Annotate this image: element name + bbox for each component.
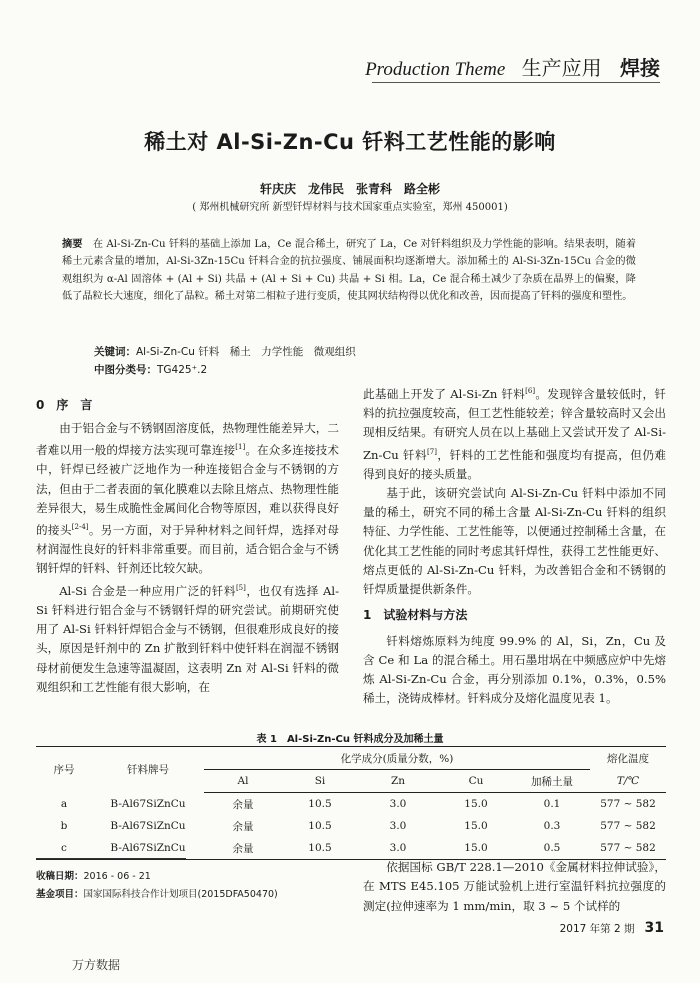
section-title: 序 言 [56,398,93,412]
col-header-cu: Cu [438,770,514,793]
col-header-brand: 钎料牌号 [92,747,204,793]
authors: 轩庆庆 龙伟民 张青科 路全彬 [259,182,440,196]
paragraph-1: 由于铝合金与不锈钢固溶度低，热物理性能差异大，二者难以用一般的焊接方法实现可靠连接[1]。在众多连接技术中，钎焊已经被广泛地作为一种连接铝合金与不锈钢的方法，但由于二者表面的氧化膜难以去除且熔点、热物理性能差异很大，易生成脆性金属间化合物等原因，难以获得良好的接头[2-4]。另一方面，对于异种材料之间钎焊，选择对母材润湿性良好的钎料非常重要。而目前，适合铝合金与不锈钢钎焊的钎料、钎剂还比较欠缺。 [36,421,339,576]
abstract [62,236,636,305]
running-header [365,52,660,81]
keywords-label: 关键词： [94,346,136,358]
left-column [36,419,339,697]
citation[interactable]: [6] [525,387,536,395]
header-rule [372,82,660,83]
affiliation: ( 郑州机械研究所 新型钎焊材料与技术国家重点实验室，郑州 450001) [192,202,508,213]
citation[interactable]: [7] [427,447,437,456]
table-row: c B-Al67SiZnCu 余量 10.5 3.0 15.0 0.5 577 ~ 582 [36,837,666,860]
page-number: 31 [644,920,664,936]
journal-logo: 焊接 [620,56,660,80]
clc-text: TG425⁺.2 [157,364,208,376]
col-header-no: 序号 [36,747,92,793]
composition-table [36,746,666,860]
keywords-text: Al-Si-Zn-Cu 钎料 稀土 力学性能 微观组织 [136,346,356,358]
right-column [363,382,666,709]
issue: 2017 年第 2 期 [559,923,635,935]
table-row: b B-Al67SiZnCu 余量 10.5 3.0 15.0 0.3 577 ~ 582 [60,820,656,833]
col-header-zn: Zn [358,770,438,793]
citation[interactable]: [5] [235,583,246,592]
clc-number [94,362,207,377]
fund-project: 基金项目：国家国际科技合作计划项目(2015DFA50470) [36,889,278,900]
col-header-melt-unit: T/℃ [590,770,666,793]
table-row: a B-Al67SiZnCu 余量 10.5 3.0 15.0 0.1 577 ~ 582 [60,797,656,811]
section-heading-1: 1 试验材料与方法 [363,608,468,623]
paper-title: 稀土对 Al-Si-Zn-Cu 钎料工艺性能的影响 [144,130,556,154]
col-header-si: Si [282,770,358,793]
watermark: 万方数据 [72,958,121,972]
header-section: 生产应用 [521,56,602,80]
abstract-label: 摘要 [62,239,83,250]
section-heading-0 [36,396,92,413]
right-column-bottom [363,858,666,916]
paragraph-5: 钎料熔炼原料为纯度 99.9% 的 Al，Si，Zn，Cu 及含 Ce 和 La 的混合稀土。用石墨坩埚在中频感应炉中先熔炼 Al-Si-Zn-Cu 合金，再分别添加 0.1%，0.3%，0.5% 稀土，浇铸成棒材。钎料成分及熔化温度见表 1。 [363,633,666,706]
paragraph-3: 此基础上开发了 Al-Si-Zn 钎料[6]。发现锌含量较低时，钎料的抗拉强度较高，但工艺性能较差；锌含量较高时又会出现相反结果。有研究人员在以上基础上又尝试开发了 Al-Si-Zn-Cu 钎料[7]，钎料的工艺性能和强度均有提高，但仍难得到良好的接头质量。 [363,386,666,481]
col-header-re: 加稀土量 [514,770,590,793]
paragraph-4: 基于此，该研究尝试向 Al-Si-Zn-Cu 钎料中添加不同量的稀土，研究不同的稀土含量 Al-Si-Zn-Cu 钎料的组织特征、力学性能、工艺性能等，以便通过控制稀土含量，在优化其工艺性能的同时考虑其钎焊性，获得工艺性能更好、熔点更低的 Al-Si-Zn-Cu 钎料，为改善铝合金和不锈钢的钎焊质量提供新条件。 [363,485,666,597]
col-header-al: Al [204,770,282,793]
paragraph-2: Al-Si 合金是一种应用广泛的钎料[5]，也仅有选择 Al-Si 钎料进行铝合金与不锈钢钎焊的研究尝试。前期研究使用了 Al-Si 钎料钎焊铝合金与不锈钢，但很难形成良好的接头，原因是钎剂中的 Zn 扩散到钎料中使钎料在润湿不锈钢母材前便发生急速等温凝固，这表明 Zn 对 Al-Si 钎料的微观组织和工艺性能有很大影响，在 [36,583,339,694]
page-footer [560,920,664,936]
paragraph-6: 依据国标 GB/T 228.1—2010《金属材料拉伸试验》，在 MTS E45.105 万能试验机上进行室温钎料抗拉强度的测定(拉伸速率为 1 mm/min，取 3 ~ 5 个试样的 [363,860,666,913]
received-date: 收稿日期：2016 - 06 - 21 [36,871,151,882]
col-header-melt: 熔化温度 [590,747,666,770]
citation[interactable]: [2-4] [71,523,89,532]
footnote-rule [36,858,186,859]
citation[interactable]: [1] [235,443,246,452]
col-header-composition: 化学成分(质量分数，%) [204,747,590,770]
section-number: 0 [36,398,45,412]
keywords [94,344,356,359]
table-caption: 表 1 Al-Si-Zn-Cu 钎料成分及加稀土量 [256,734,444,745]
abstract-text: 在 Al-Si-Zn-Cu 钎料的基础上添加 La，Ce 混合稀土，研究了 La，Ce 对钎料组织及力学性能的影响。结果表明，随着稀土元素含量的增加，Al-Si-3Zn-15Cu 钎料合金的抗拉强度、铺展面积均逐渐增大。添加稀土的 Al-Si-3Zn-15Cu 合金的微观组织为 α-Al 固溶体 + (Al + Si) 共晶 + (Al + Si + Cu) 共晶 + Si 相。La，Ce 混合稀土减少了杂质在晶界上的偏聚，降低了晶粒长大速度，细化了晶粒。稀土对第二相粒子进行变质，使其网状结构得以优化和改善，因而提高了钎料的强度和塑性。 [62,239,637,302]
clc-label: 中图分类号： [94,364,157,376]
header-english: Production Theme [365,59,506,80]
